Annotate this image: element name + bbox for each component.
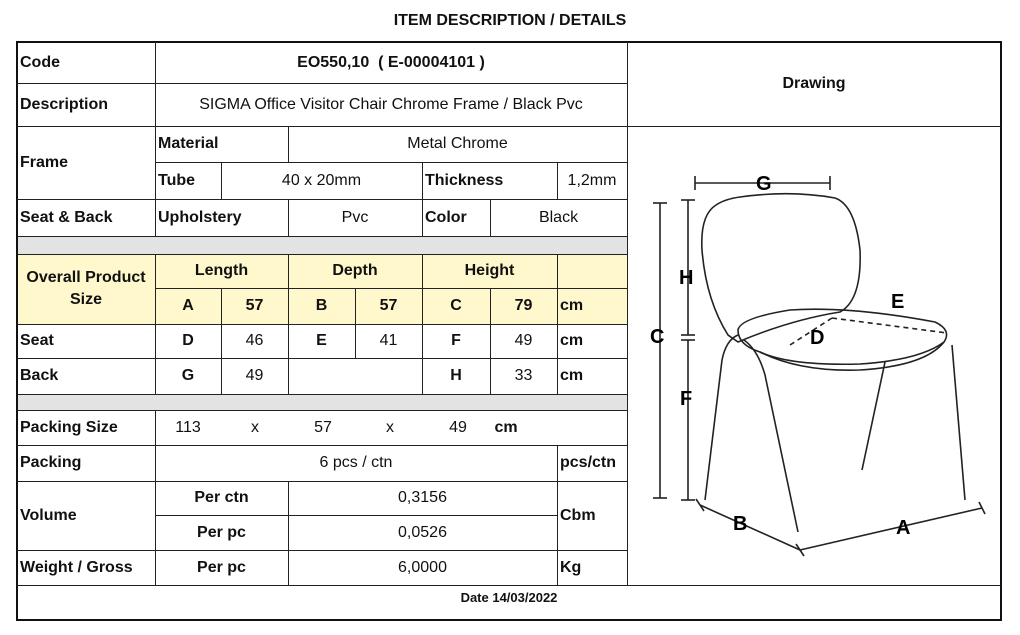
dim-f-value: 49 [514, 332, 533, 349]
packing-size-x2: x [386, 418, 394, 436]
dim-b-value: 57 [379, 297, 398, 314]
color-label: Color [425, 208, 467, 226]
depth-header: Depth [332, 262, 378, 279]
color-value: Black [538, 208, 579, 226]
upholstery-value: Pvc [341, 208, 369, 226]
dim-a-value: 57 [245, 297, 264, 314]
volume-per-ctn-value: 0,3156 [398, 489, 447, 506]
drawing-letter-f: F [680, 388, 693, 410]
tube-value: 40 x 20mm [281, 171, 362, 189]
description-label: Description [20, 95, 109, 113]
drawing-letter-e: E [891, 291, 905, 313]
dim-e-value: 41 [379, 332, 398, 349]
dim-c-value: 79 [514, 297, 533, 314]
drawing-letter-h: H [679, 267, 694, 289]
upholstery-label: Upholstery [158, 208, 242, 226]
drawing-letter-d: D [810, 327, 825, 349]
document-date: Date 14/03/2022 [460, 590, 558, 605]
code-value: EO550,10 ( E-00004101 ) [297, 53, 485, 71]
material-label: Material [158, 135, 219, 152]
packing-size-label: Packing Size [20, 418, 118, 436]
overall-unit: cm [560, 297, 584, 314]
chair-drawing [628, 127, 1000, 584]
thickness-value: 1,2mm [567, 171, 617, 189]
drawing-letter-c: C [650, 326, 665, 348]
packing-unit: pcs/ctn [560, 454, 617, 471]
volume-per-ctn-label: Per ctn [194, 489, 249, 506]
overall-size-label-line1: Overall Product [26, 269, 146, 286]
weight-label: Weight / Gross [20, 558, 133, 576]
height-header: Height [464, 262, 515, 279]
dim-e-letter: E [316, 332, 327, 349]
packing-size-v2: 57 [314, 418, 332, 436]
length-header: Length [194, 262, 249, 279]
drawing-label: Drawing [782, 75, 846, 92]
back-unit: cm [560, 367, 584, 384]
seat-label: Seat [20, 332, 54, 349]
material-value: Metal Chrome [407, 135, 508, 152]
dim-g-letter: G [181, 367, 195, 384]
weight-per-pc-label: Per pc [197, 558, 246, 576]
drawing-letter-a: A [896, 517, 911, 539]
thickness-label: Thickness [425, 171, 504, 189]
back-label: Back [20, 367, 59, 384]
dim-h-value: 33 [514, 367, 533, 384]
frame-label: Frame [20, 153, 69, 171]
dim-a-letter: A [182, 297, 194, 314]
volume-per-pc-label: Per pc [197, 523, 246, 541]
packing-label: Packing [20, 454, 82, 471]
packing-size-v1: 113 [175, 418, 201, 436]
dim-b-letter: B [315, 297, 328, 314]
overall-size-label [17, 254, 155, 324]
volume-unit: Cbm [560, 506, 596, 524]
dim-d-value: 46 [245, 332, 264, 349]
volume-per-pc-value: 0,0526 [398, 523, 447, 541]
weight-unit: Kg [560, 558, 582, 576]
packing-value: 6 pcs / ctn [319, 454, 393, 471]
dim-f-letter: F [451, 332, 461, 349]
tube-label: Tube [158, 171, 196, 189]
code-label: Code [20, 53, 60, 71]
seat-unit: cm [560, 332, 584, 349]
dim-g-value: 49 [245, 367, 264, 384]
volume-label: Volume [20, 506, 77, 524]
description-value: SIGMA Office Visitor Chair Chrome Frame / Black Pvc [199, 95, 583, 113]
dim-h-letter: H [450, 367, 462, 384]
drawing-letter-g: G [756, 173, 772, 195]
dim-c-letter: C [450, 297, 462, 314]
drawing-letter-b: B [733, 513, 748, 535]
packing-size-v3: 49 [449, 418, 467, 436]
weight-value: 6,0000 [398, 558, 447, 576]
overall-size-label-line2: Size [69, 291, 102, 308]
packing-size-unit: cm [494, 418, 518, 436]
seat-back-label: Seat & Back [20, 208, 113, 226]
packing-size-x1: x [251, 418, 259, 436]
document-title: ITEM DESCRIPTION / DETAILS [393, 12, 627, 29]
dim-d-letter: D [182, 332, 194, 349]
